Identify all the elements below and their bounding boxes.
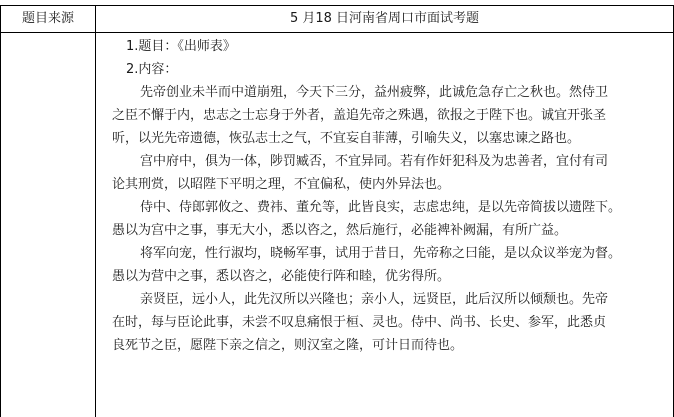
source-label-cell: 题目来源 (21, 11, 74, 26)
table-border-left (0, 5, 1, 417)
passage-line: 愚以为宫中之事，事无大小，悉以咨之，然后施行，必能裨补阙漏，有所广益。 (112, 223, 568, 238)
passage-line: 先帝创业未半而中道崩殂，今天下三分，益州疲弊，此诚危急存亡之秋也。然侍卫 (140, 85, 609, 100)
passage-line: 论其刑赏，以昭陛下平明之理，不宜偏私，使内外异法也。 (112, 177, 451, 192)
question-content-label: 2.内容： (126, 62, 178, 77)
passage-line: 宫中府中，俱为一体，陟罚臧否，不宜异同。若有作奸犯科及为忠善者，宜付有司 (140, 154, 609, 169)
table-header-divider (0, 32, 674, 33)
passage-line: 在时，每与臣论此事，未尝不叹息痛恨于桓、灵也。侍中、尚书、长史、参军，此悉贞 (112, 315, 607, 330)
passage-line: 良死节之臣，愿陛下亲之信之，则汉室之隆，可计日而待也。 (112, 338, 464, 353)
passage-line: 听，以光先帝遗德，恢弘志士之气，不宜妄自菲薄，引喻失义，以塞忠谏之路也。 (112, 131, 581, 146)
passage-line: 之臣不懈于内，忠志之士忘身于外者，盖追先帝之殊遇，欲报之于陛下也。诚宜开张圣 (112, 108, 607, 123)
passage-line: 将军向宠，性行淑均，晓畅军事，试用于昔日，先帝称之曰能，是以众议举宠为督。 (140, 246, 622, 261)
question-content (112, 35, 664, 357)
passage-line: 亲贤臣，远小人，此先汉所以兴隆也；亲小人，远贤臣，此后汉所以倾颓也。先帝 (140, 292, 609, 307)
question-title-line: 1.题目：《出师表》 (126, 39, 236, 54)
passage-line: 愚以为营中之事，悉以咨之，必能使行阵和睦，优劣得所。 (112, 269, 451, 284)
table-column-divider (95, 5, 96, 417)
exam-title-cell: 5 月18 日河南省周口市面试考题 (289, 11, 480, 26)
passage-line: 侍中、侍郎郭攸之、费祎、董允等，此皆良实，志虑忠纯，是以先帝简拔以遗陛下。 (140, 200, 622, 215)
